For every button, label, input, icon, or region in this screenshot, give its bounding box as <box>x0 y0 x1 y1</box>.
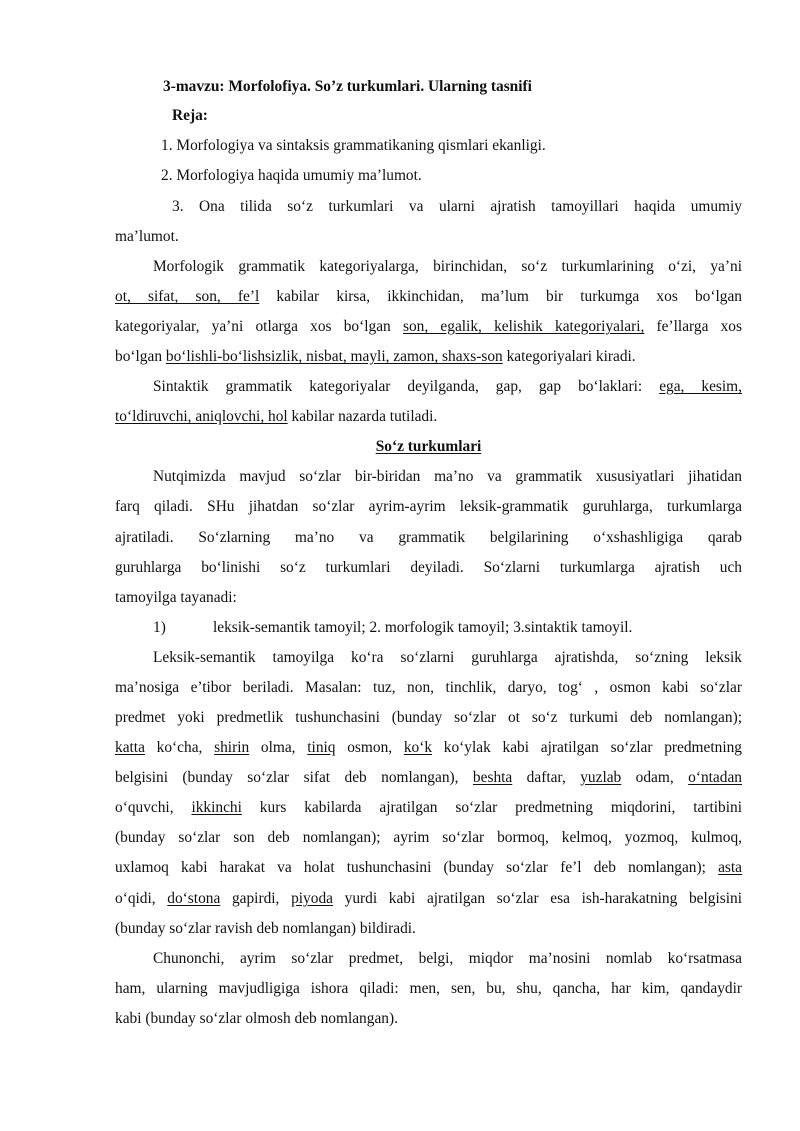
underlined-term: piyoda <box>291 890 333 907</box>
underlined-term: asta <box>718 859 742 876</box>
plan-heading: Reja: <box>172 107 208 124</box>
underlined-term: katta <box>115 739 145 756</box>
paragraph-line: bo‘lgan bo‘lishli-bo‘lishsizlik, nisbat, mayli, zamon, shaxs-son kategoriyalari kiradi. <box>115 348 636 365</box>
underlined-term: shirin <box>214 739 250 756</box>
underlined-term: do‘stona <box>167 890 221 907</box>
underlined-term: yuzlab <box>580 769 622 786</box>
paragraph-line: ajratiladi. So‘zlarning ma’no va grammatik belgilarining o‘xshashligiga qarab <box>115 529 742 546</box>
underlined-term: o‘ntadan <box>688 769 742 786</box>
text-run: o‘qidi, <box>115 890 168 907</box>
underlined-term: beshta <box>472 769 513 786</box>
section-heading: So‘z turkumlari <box>375 438 482 455</box>
plan-item-3-cont: ma’lumot. <box>115 228 179 245</box>
underlined-term: ko‘k <box>403 739 433 756</box>
text-run: olma, <box>249 739 308 756</box>
paragraph-line: (bunday so‘zlar ravish deb nomlangan) bildiradi. <box>115 920 416 937</box>
paragraph-line <box>115 768 742 788</box>
text-run: ko‘cha, <box>144 739 215 756</box>
paragraph-line: Leksik-semantik tamoyilga ko‘ra so‘zlarni guruhlarga ajratishda, so‘zning leksik <box>153 649 742 666</box>
paragraph-line: kategoriyalar, ya’ni otlarga xos bo‘lgan son, egalik, kelishik kategoriyalari, fe’llarga xos <box>115 318 742 335</box>
paragraph-line: Morfologik grammatik kategoriyalarga, birinchidan, so‘z turkumlarining o‘zi, ya’ni <box>153 258 742 275</box>
paragraph-line: to‘ldiruvchi, aniqlovchi, hol kabilar nazarda tutiladi. <box>115 408 438 425</box>
text-run: gapirdi, <box>220 890 292 907</box>
text-run: daftar, <box>512 769 581 786</box>
paragraph-line <box>115 798 742 818</box>
paragraph-line <box>115 738 742 758</box>
underlined-term: to‘ldiruvchi, aniqlovchi, hol <box>115 408 288 425</box>
paragraph-line: predmet yoki predmetlik tushunchasini (bunday so‘zlar ot so‘z turkumi deb nomlangan); <box>115 709 742 726</box>
underlined-term: tiniq <box>307 739 336 756</box>
underlined-term: ot, sifat, son, fe’l <box>115 288 260 305</box>
document-title: 3-mavzu: Morfolofiya. So’z turkumlari. Ularning tasnifi <box>163 78 532 95</box>
underlined-term: son, egalik, kelishik kategoriyalari, <box>402 318 645 335</box>
text-run: kurs kabilarda ajratilgan so‘zlar predmetning miqdorini, tartibini <box>241 799 742 816</box>
text-run: uxlamoq kabi harakat va holat tushunchasini (bunday so‘zlar fe’l deb nomlangan); <box>115 859 719 876</box>
text-run: yurdi kabi ajratilgan so‘zlar esa ish-harakatning belgisini <box>332 890 742 907</box>
paragraph-line: ham, ularning mavjudligiga ishora qiladi: men, sen, bu, shu, qancha, har kim, qandaydir <box>115 980 742 997</box>
paragraph-line: ot, sifat, son, fe’l kabilar kirsa, ikkinchidan, ma’lum bir turkumga xos bo‘lgan <box>115 288 742 305</box>
text-run: belgisini (bunday so‘zlar sifat deb nomlangan), <box>115 769 473 786</box>
paragraph-line <box>115 858 742 878</box>
paragraph-line: (bunday so‘zlar son deb nomlangan); ayrim so‘zlar bormoq, kelmoq, yozmoq, kulmoq, <box>115 829 742 846</box>
underlined-term: ikkinchi <box>191 799 242 816</box>
paragraph-line: farq qiladi. SHu jihatdan so‘zlar ayrim-ayrim leksik-grammatik guruhlarga, turkumlarga <box>115 498 742 515</box>
paragraph-line: Nutqimizda mavjud so‘zlar bir-biridan ma’no va grammatik xususiyatlari jihatidan <box>153 468 742 485</box>
paragraph-line <box>115 889 742 909</box>
underlined-term: ega, kesim, <box>659 378 742 395</box>
paragraph-line: Sintaktik grammatik kategoriyalar deyilganda, gap, gap bo‘laklari: ega, kesim, <box>153 378 742 395</box>
paragraph-line: kabi (bunday so‘zlar olmosh deb nomlangan). <box>115 1010 398 1027</box>
paragraph-line: tamoyilga tayanadi: <box>115 589 237 606</box>
text-run: ko‘ylak kabi ajratilgan so‘zlar predmetning <box>432 739 742 756</box>
underlined-term: bo‘lishli-bo‘lishsizlik, nisbat, mayli, zamon, shaxs-son <box>165 348 503 365</box>
plan-item-2: 2. Morfologiya haqida umumiy ma’lumot. <box>161 167 422 184</box>
principles-list: leksik-semantik tamoyil; 2. morfologik tamoyil; 3.sintaktik tamoyil. <box>213 619 633 636</box>
text-run: osmon, <box>335 739 404 756</box>
paragraph-line: Chunonchi, ayrim so‘zlar predmet, belgi, miqdor ma’nosini nomlab ko‘rsatmasa <box>153 950 742 967</box>
text-run: o‘quvchi, <box>115 799 192 816</box>
list-number: 1) <box>153 619 166 636</box>
text-run: odam, <box>621 769 689 786</box>
plan-item-3: 3. Ona tilida so‘z turkumlari va ularni ajratish tamoyillari haqida umumiy <box>172 198 742 215</box>
paragraph-line: ma’nosiga e’tibor beriladi. Masalan: tuz, non, tinchlik, daryo, tog‘ , osmon kabi so‘zlar <box>115 679 742 696</box>
plan-item-1: 1. Morfologiya va sintaksis grammatikaning qismlari ekanligi. <box>161 137 546 154</box>
paragraph-line: guruhlarga bo‘linishi so‘z turkumlari deyiladi. So‘zlarni turkumlarga ajratish uch <box>115 559 742 576</box>
